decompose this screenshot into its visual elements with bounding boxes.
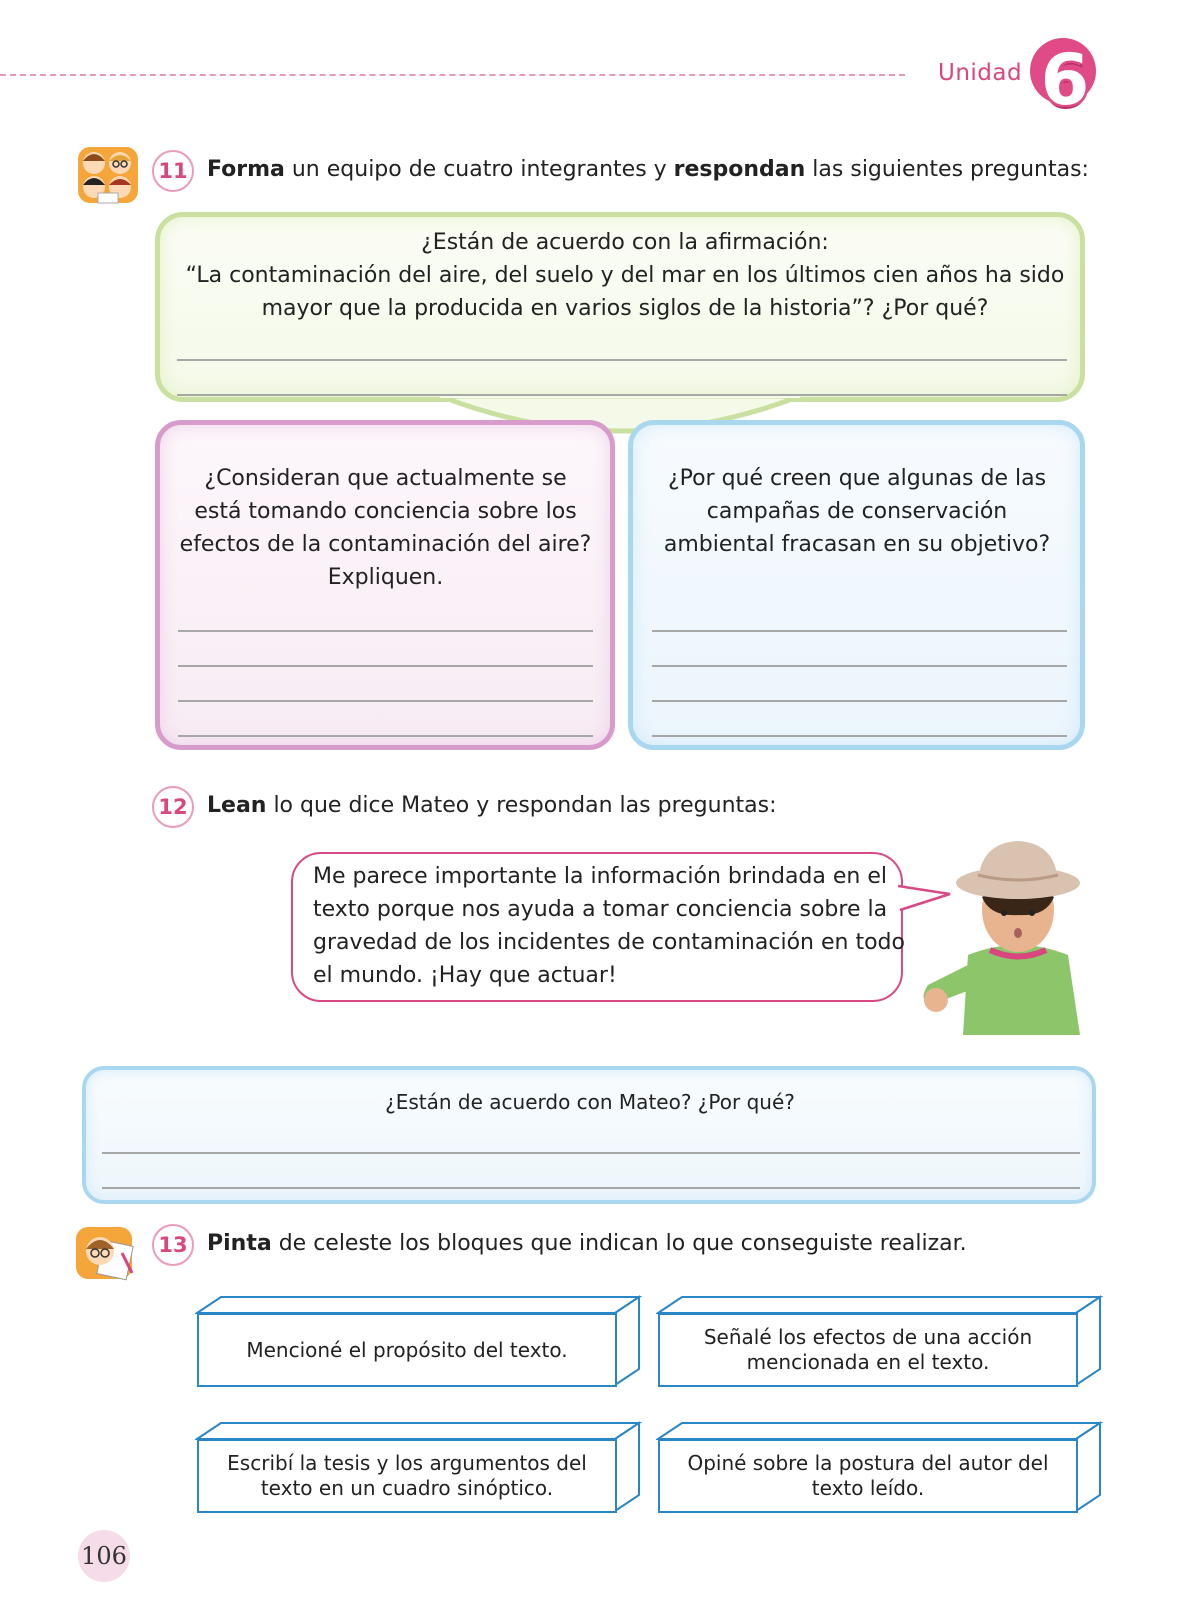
question-left-text: ¿Consideran que actualmente se está tomando conciencia sobre los efectos de la contaminación del aire? Expliquen. xyxy=(179,466,592,590)
self-eval-block[interactable]: Escribí la tesis y los argumentos del texto en un cuadro sinóptico. xyxy=(197,1439,617,1513)
self-eval-block[interactable]: Señalé los efectos de una acción mencionada en el texto. xyxy=(658,1313,1078,1387)
answer-line[interactable] xyxy=(178,665,593,667)
self-eval-block[interactable]: Mencioné el propósito del texto. xyxy=(197,1313,617,1387)
activity-13-number: 13 xyxy=(152,1224,194,1266)
answer-line[interactable] xyxy=(178,630,593,632)
unit-number: 6 xyxy=(1040,39,1090,121)
answer-line[interactable] xyxy=(177,394,1067,396)
question-right-text: ¿Por qué creen que algunas de las campañas de conservación ambiental fracasan en su objetivo? xyxy=(663,466,1051,557)
team-icon xyxy=(74,143,142,207)
answer-line[interactable] xyxy=(652,665,1067,667)
page-number: 106 xyxy=(78,1530,130,1582)
mateo-character-illustration xyxy=(918,835,1118,1035)
answer-line[interactable] xyxy=(177,359,1067,361)
activity-11-number: 11 xyxy=(152,150,194,192)
self-eval-block[interactable]: Opiné sobre la postura del autor del texto leído. xyxy=(658,1439,1078,1513)
answer-line[interactable] xyxy=(652,630,1067,632)
answer-line[interactable] xyxy=(102,1187,1080,1189)
question-mateo-text: ¿Están de acuerdo con Mateo? ¿Por qué? xyxy=(385,1090,795,1114)
question-main-text: ¿Están de acuerdo con la afirmación: “La contaminación del aire, del suelo y del mar en los últimos cien años ha sido mayor que la producida en varios siglos de la historia”? ¿Por qué? xyxy=(185,230,1065,321)
unit-label: Unidad xyxy=(938,60,1023,86)
activity-11-instruction: Forma un equipo de cuatro integrantes y respondan las siguientes preguntas: xyxy=(207,157,1089,182)
answer-line[interactable] xyxy=(652,700,1067,702)
self-evaluation-icon xyxy=(74,1225,138,1283)
answer-line[interactable] xyxy=(178,735,593,737)
header-dashed-line xyxy=(0,74,905,76)
answer-line[interactable] xyxy=(178,700,593,702)
activity-12-number: 12 xyxy=(152,786,194,828)
activity-13-instruction: Pinta de celeste los bloques que indican lo que conseguiste realizar. xyxy=(207,1231,967,1256)
answer-line[interactable] xyxy=(652,735,1067,737)
activity-12-instruction: Lean lo que dice Mateo y respondan las preguntas: xyxy=(207,793,777,818)
answer-line[interactable] xyxy=(102,1152,1080,1154)
speech-text: Me parece importante la información brindada en el texto porque nos ayuda a tomar conciencia sobre la gravedad de los incidentes de contaminación en todo el mundo. ¡Hay que actuar! xyxy=(313,864,905,988)
